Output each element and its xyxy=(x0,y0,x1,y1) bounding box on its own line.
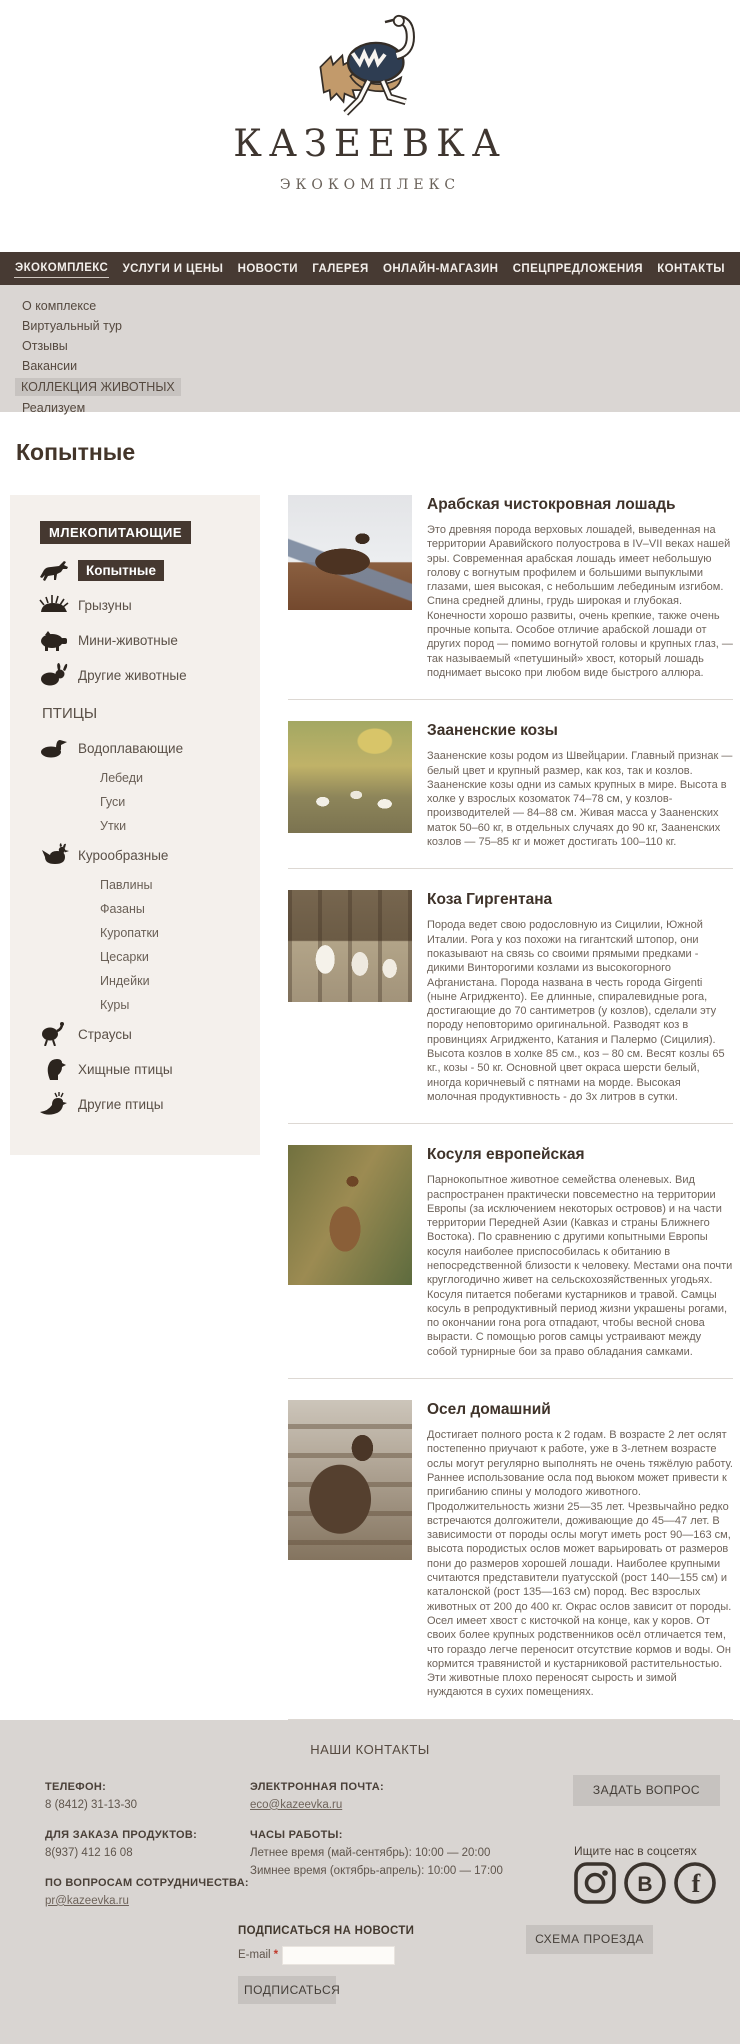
map-directions-button[interactable]: СХЕМА ПРОЕЗДА xyxy=(526,1925,653,1954)
arabian-horse-photo xyxy=(288,495,412,610)
sidebar-subitem-ducks[interactable]: Утки xyxy=(100,819,127,833)
nav-item-shop[interactable]: ОНЛАЙН-МАГАЗИН xyxy=(382,262,499,275)
nav-item-gallery[interactable]: ГАЛЕРЕЯ xyxy=(312,262,369,275)
summer-hours: Летнее время (май-сентябрь): 10:00 — 20:00 xyxy=(250,1846,491,1859)
ostrich-icon xyxy=(38,1022,70,1046)
pig-icon xyxy=(38,628,70,652)
nav-item-ecocomplex[interactable]: ЭКОКОМПЛЕКС xyxy=(14,259,109,278)
sidebar-item-label: Грызуны xyxy=(78,597,132,613)
ostrich-logo-icon xyxy=(295,14,445,114)
site-logo[interactable] xyxy=(233,14,507,193)
subscribe-email-input[interactable] xyxy=(282,1946,395,1965)
sidebar-item-mini-animals[interactable] xyxy=(38,628,260,652)
vk-icon[interactable] xyxy=(622,1860,668,1906)
facebook-icon[interactable] xyxy=(672,1860,718,1906)
saanen-goats-photo xyxy=(288,721,412,833)
animal-entry-domestic-donkey xyxy=(288,1379,733,1720)
nav-item-offers[interactable]: СПЕЦПРЕДЛОЖЕНИЯ xyxy=(512,262,643,275)
nav-item-services[interactable]: УСЛУГИ И ЦЕНЫ xyxy=(122,262,224,275)
sidebar-subitem-swans[interactable]: Лебеди xyxy=(100,771,143,785)
animal-entry-roe-deer xyxy=(288,1124,733,1379)
footer-contacts xyxy=(0,1720,740,2044)
sidebar-subitem-guinea-fowl[interactable]: Цесарки xyxy=(100,950,149,964)
girgentana-goat-photo xyxy=(288,890,412,1002)
sidebar-item-label: Другие животные xyxy=(78,667,187,683)
subscribe-title: ПОДПИСАТЬСЯ НА НОВОСТИ xyxy=(238,1924,415,1937)
roe-deer-photo xyxy=(288,1145,412,1285)
animal-description: Зааненские козы родом из Швейцарии. Главный признак — белый цвет и крупный размер, как коз, так и козлов. Зааненские козы одни из самых крупных в мире. Высота в холке у взрослых козоматок 74–78 см, у козлов-производителей — 84–88 см. Живая масса у Зааненских маток 50–60 кг, в отдельных случаях до 90 кг, Зааненских козлов — 75–85 кг и может достигать 100–110 кг. xyxy=(427,750,733,849)
main-nav xyxy=(0,252,740,285)
svg-text:В: В xyxy=(637,1872,653,1896)
winter-hours: Зимнее время (октябрь-апрель): 10:00 — 17:00 xyxy=(250,1864,503,1877)
sidebar-item-label: Курообразные xyxy=(78,847,169,863)
phone-label: ТЕЛЕФОН: xyxy=(45,1780,107,1793)
animal-categories-sidebar xyxy=(10,495,260,1155)
animal-description: Порода ведет свою родословную из Сицилии, Южной Италии. Рога у коз похожи на гигантский штопор, они показывают на связь со своими прямыми предками - дикими Винторогими козлами из высокогорного Афганистана. Порода названа в честь города Girgenti (ныне Агридженто). Ее длинные, спиралевидные рога, достигающие до 70 сантиметров (у козлов), сделали эту породу неповторимо оригинальной. Разводят коз в провинциях Агридженто, Катания и Палермо (Сицилия). Высота козлов в холке 85 см., коз – 80 см. Весят козлы 65 кг., козы - 50 кг. Основной цвет окраса шерсти белый, иногда коричневый с пятнами на морде. Высокая молочная продуктивность - до 3х литров в сутки. xyxy=(427,919,725,1103)
animal-entry-saanen-goats xyxy=(288,700,733,869)
animal-name: Косуля европейская xyxy=(427,1146,585,1164)
partnership-label: ПО ВОПРОСАМ СОТРУДНИЧЕСТВА: xyxy=(45,1876,249,1889)
animal-name: Арабская чистокровная лошадь xyxy=(427,496,676,513)
ask-question-button[interactable]: ЗАДАТЬ ВОПРОС xyxy=(573,1775,720,1806)
sidebar-item-label: Хищные птицы xyxy=(78,1061,173,1077)
animal-name: Зааненские козы xyxy=(427,722,558,740)
peacock-icon xyxy=(38,1092,70,1116)
animal-name: Осел домашний xyxy=(427,1401,551,1419)
site-header xyxy=(0,0,740,252)
duck-icon xyxy=(38,736,70,760)
submenu-item-reviews[interactable]: Отзывы xyxy=(22,339,68,353)
sidebar-item-label: Другие птицы xyxy=(78,1096,164,1112)
animal-description: Парнокопытное животное семейства оленевых. Вид распространен практически повсеместно на территории Европы (за исключением некоторых островов) и на части территории Передней Азии (Кавказ и страны Ближнего Востока). По сравнению с другими копытными Европы косуля наиболее приспособилась к обитанию в непосредственной близости к человеку. Местами она почти круглогодично живет на сельскохозяйственных угодьях. Косуля питается побегами кустарников и травой. Самцы косуль в репродуктивный период жизни украшены рогами, по окончании гона рога отпадают, чтобы весной снова вырасти. С помощью рогов самцы устраивают между собой турнирные бои за право обладания самками. xyxy=(427,1174,733,1358)
animal-description: Это древняя порода верховых лошадей, выведенная на территории Аравийского полуострова в IV–VII веках нашей эры. Современная арабская лошадь имеет небольшую голову с вогнутым профилем и большими выпуклыми глазами, шея высокая, с небольшим лебединым изгибом. Спина средней длины, грудь широкая и глубокая. Конечности хорошо развиты, очень крепкие, также очень прочные копыта. Особое отличие арабской лошади от других пород — помимо вогнутой головы и крупных глаз, — так называемый «петушиный» хвост, который лошадь поднимает высоко при любом виде быстрого аллюра. xyxy=(427,524,733,679)
site-subtitle: ЭКОКОМПЛЕКС xyxy=(279,177,461,193)
sidebar-item-ostriches[interactable] xyxy=(38,1022,260,1046)
sidebar-item-label: Мини-животные xyxy=(78,632,178,648)
instagram-icon[interactable] xyxy=(572,1860,618,1906)
submenu-item-virtual-tour[interactable]: Виртуальный тур xyxy=(22,319,122,333)
partnership-email-link[interactable]: pr@kazeevka.ru xyxy=(45,1894,129,1907)
submenu-item-animal-collection[interactable]: КОЛЛЕКЦИЯ ЖИВОТНЫХ xyxy=(15,378,181,396)
animal-list xyxy=(288,495,733,1720)
sidebar-subitem-pheasants[interactable]: Фазаны xyxy=(100,902,145,916)
sidebar-item-birds-of-prey[interactable] xyxy=(38,1057,260,1081)
social-label: Ищите нас в соцсетях xyxy=(574,1843,697,1858)
eagle-icon xyxy=(38,1057,70,1081)
email-field-label: E-mail xyxy=(238,1949,271,1962)
sidebar-item-galliformes[interactable] xyxy=(38,843,260,867)
sidebar-item-hoofed[interactable] xyxy=(38,558,260,582)
order-phone-number: 8(937) 412 16 08 xyxy=(45,1846,133,1859)
page-title: Копытные xyxy=(16,439,136,465)
domestic-donkey-photo xyxy=(288,1400,412,1560)
submenu-item-about[interactable]: О комплексе xyxy=(22,299,97,313)
subscribe-block xyxy=(238,1925,414,2004)
animal-name: Коза Гиргентана xyxy=(427,891,553,909)
sidebar-item-label: Копытные xyxy=(78,560,164,581)
sidebar-subitem-partridges[interactable]: Куропатки xyxy=(100,926,159,940)
sidebar-item-other-birds[interactable] xyxy=(38,1092,260,1116)
animal-entry-girgentana-goat xyxy=(288,869,733,1124)
email-label: ЭЛЕКТРОННАЯ ПОЧТА: xyxy=(250,1780,384,1793)
phone-number: 8 (8412) 31-13-30 xyxy=(45,1798,138,1811)
sidebar-subitem-chickens[interactable]: Куры xyxy=(100,998,130,1012)
working-hours-label: ЧАСЫ РАБОТЫ: xyxy=(250,1828,343,1841)
rabbit-icon xyxy=(38,663,70,687)
sidebar-item-label: Страусы xyxy=(78,1026,132,1042)
horse-icon xyxy=(38,558,70,582)
email-link[interactable]: eco@kazeevka.ru xyxy=(250,1798,343,1811)
submenu-item-vacancies[interactable]: Вакансии xyxy=(22,359,78,373)
sidebar-item-other-animals[interactable] xyxy=(38,663,260,687)
sidebar-subitem-peacocks[interactable]: Павлины xyxy=(100,878,153,892)
footer-title: НАШИ КОНТАКТЫ xyxy=(310,1741,430,1757)
animal-description: Достигает полного роста к 2 годам. В возрасте 2 лет ослят постепенно приучают к работе, уже в 3-летнем возрасте ослы могут регулярно выполнять не очень тяжёлую работу. Раннее использование осла под вьюком может привести к пригибанию спины у молодого животного. Продолжительность жизни 25—35 лет. Чрезвычайно редко встречаются долгожители, доживающие до 45—47 лет. В зависимости от породы ослы могут иметь рост 90—163 см, высота породистых ослов может варьировать от размеров пони до размеров хорошей лошади. Наиболее крупными считаются представители пуатусской (рост 140—155 см) и каталонской (рост 135—163 см) пород. Вес взрослых животных от 200 до 400 кг. Окрас ослов зависит от породы. Осел имеет хвост с кисточкой на конце, как у коров. От своих более крупных родственников осёл отличается тем, что гораздо легче переносит отсутствие кормов и воды. Он кормится травянистой и кустарниковой растительностью. Эти животные плохо переносят сырость и зимой нуждаются в сухих помещениях. xyxy=(427,1429,733,1699)
submenu xyxy=(0,285,740,415)
porcupine-icon xyxy=(38,593,70,617)
sidebar-item-label: Водоплавающие xyxy=(78,740,184,756)
subscribe-button[interactable]: ПОДПИСАТЬСЯ xyxy=(238,1976,336,2004)
submenu-item-sale[interactable]: Реализуем xyxy=(22,401,86,415)
main-content xyxy=(0,412,740,1720)
sidebar-item-rodents[interactable] xyxy=(38,593,260,617)
nav-item-contacts[interactable]: КОНТАКТЫ xyxy=(657,262,725,275)
nav-item-news[interactable]: НОВОСТИ xyxy=(237,262,298,275)
sidebar-header-mammals: МЛЕКОПИТАЮЩИЕ xyxy=(40,521,191,544)
site-title: КАЗЕЕВКА xyxy=(233,122,507,165)
sidebar-subitem-turkeys[interactable]: Индейки xyxy=(100,974,150,988)
sidebar-subitem-geese[interactable]: Гуси xyxy=(100,795,126,809)
required-asterisk: * xyxy=(273,1949,279,1962)
svg-text:f: f xyxy=(691,1868,701,1898)
animal-entry-arabian-horse xyxy=(288,495,733,700)
chicken-icon xyxy=(38,843,70,867)
sidebar-header-birds: ПТИЦЫ xyxy=(42,705,98,722)
order-phone-label: ДЛЯ ЗАКАЗА ПРОДУКТОВ: xyxy=(45,1828,198,1841)
sidebar-item-waterfowl[interactable] xyxy=(38,736,260,760)
